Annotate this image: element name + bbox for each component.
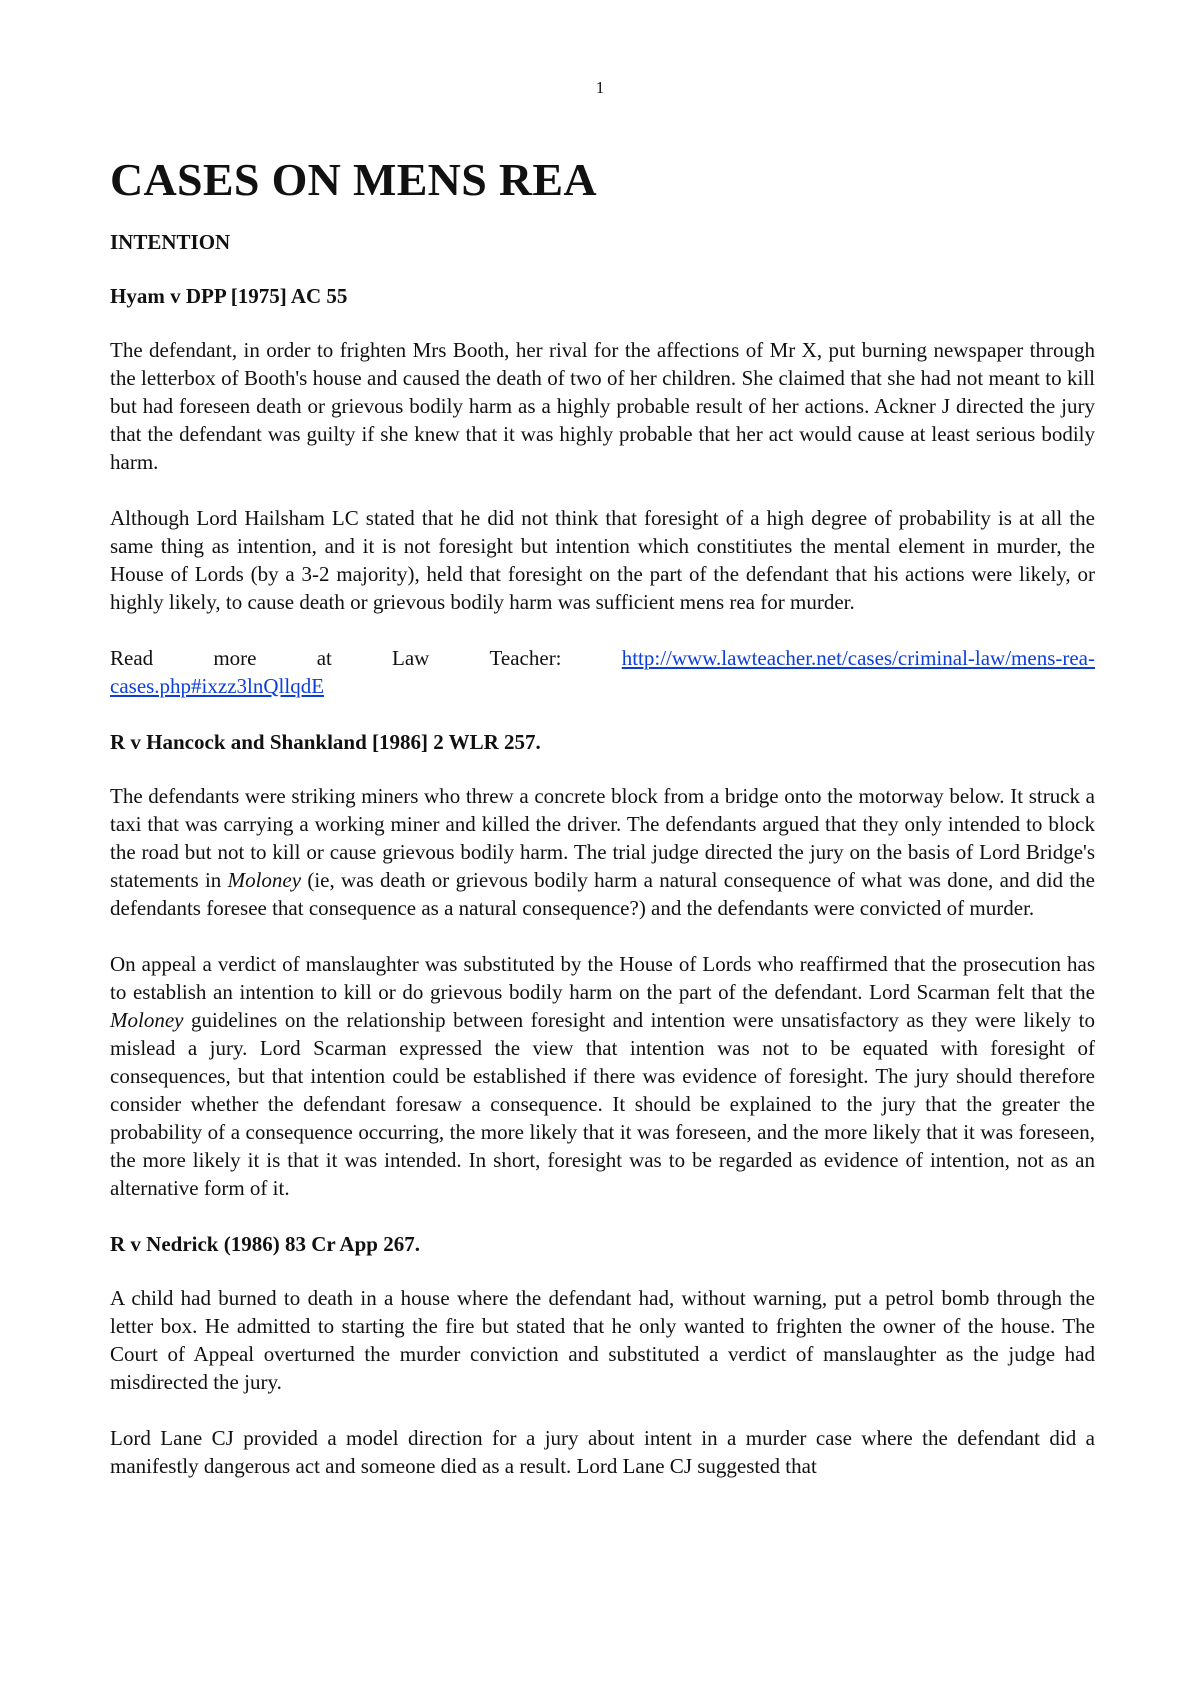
nedrick-paragraph-1: A child had burned to death in a house where the defendant had, without warning, put a petrol bomb through the letter box. He admitted to starting the fire but stated that he only wanted to frighten the owner of the house. The Court of Appeal overturned the murder conviction and substituted a verdict of manslaughter as the judge had misdirected the jury. <box>110 1286 1095 1394</box>
text-run: guidelines on the relationship between foresight and intention were unsatisfactory as they were likely to mislead a jury. Lord Scarman expressed the view that intention was not to be equated with foresight of consequences, but that intention could be established if there was evidence of foresight. The jury should therefore consider whether the defendant foresaw a consequence. It should be explained to the jury that the greater the probability of a consequence occurring, the more likely that it was foreseen, and the more likely that it was foreseen, the more likely it is that it was intended. In short, foresight was to be regarded as evidence of intention, not as an alternative form of it. <box>110 1008 1095 1200</box>
document-body <box>110 150 1095 1508</box>
case-heading-nedrick: R v Nedrick (1986) 83 Cr App 267. <box>110 1232 420 1256</box>
hyam-paragraph-1: The defendant, in order to frighten Mrs Booth, her rival for the affections of Mr X, put burning newspaper through the letterbox of Booth's house and caused the death of two of her children. She claimed that she had not meant to kill but had foreseen death or grievous bodily harm as a highly probable result of her actions. Ackner J directed the jury that the defendant was guilty if she knew that it was highly probable that her act would cause at least serious bodily harm. <box>110 338 1095 474</box>
read-more-word: Teacher: <box>489 646 562 670</box>
case-name-italic: Moloney <box>227 868 302 892</box>
page-number: 1 <box>595 78 605 97</box>
read-more <box>110 644 1095 700</box>
lawteacher-link-part-1[interactable]: http://www.lawteacher.net/cases/criminal-law/mens-rea- <box>621 646 1095 670</box>
page-title: CASES ON MENS REA <box>110 154 597 205</box>
read-more-word: more <box>213 646 257 670</box>
read-more-word: at <box>316 646 332 670</box>
case-heading-hancock: R v Hancock and Shankland [1986] 2 WLR 257. <box>110 730 541 754</box>
hancock-paragraph-2 <box>110 950 1095 1202</box>
lawteacher-link-part-2[interactable]: cases.php#ixzz3lnQllqdE <box>110 674 325 698</box>
text-run: The defendants were striking miners who threw a concrete block from a bridge onto the motorway below. It struck a taxi that was carrying a working miner and killed the driver. The defendants argued that they only intended to block the road but not to kill or cause grievous bodily harm. The trial judge directed the jury on the basis of Lord Bridge's statements in <box>110 784 1095 892</box>
nedrick-paragraph-2: Lord Lane CJ provided a model direction for a jury about intent in a murder case where the defendant did a manifestly dangerous act and someone died as a result. Lord Lane CJ suggested that <box>110 1426 1095 1478</box>
text-run: On appeal a verdict of manslaughter was substituted by the House of Lords who reaffirmed that the prosecution has to establish an intention to kill or do grievous bodily harm on the part of the defendant. Lord Scarman felt that the <box>110 952 1095 1004</box>
hyam-paragraph-2: Although Lord Hailsham LC stated that he did not think that foresight of a high degree of probability is at all the same thing as intention, and it is not foresight but intention which constitiutes the mental element in murder, the House of Lords (by a 3-2 majority), held that foresight on the part of the defendant that his actions were likely, or highly likely, to cause death or grievous bodily harm was sufficient mens rea for murder. <box>110 506 1095 614</box>
case-heading-hyam: Hyam v DPP [1975] AC 55 <box>110 284 348 308</box>
hancock-paragraph-1 <box>110 782 1095 922</box>
read-more-line-1 <box>110 644 1095 672</box>
text-run: (ie, was death or grievous bodily harm a natural consequence of what was done, and did the defendants foresee that consequence as a natural consequence?) and the defendants were convicted of murder. <box>110 868 1096 920</box>
read-more-word: Law <box>392 646 430 670</box>
case-name-italic: Moloney <box>110 1008 184 1032</box>
read-more-word: Read <box>110 646 154 670</box>
section-heading-intention: INTENTION <box>110 230 231 254</box>
